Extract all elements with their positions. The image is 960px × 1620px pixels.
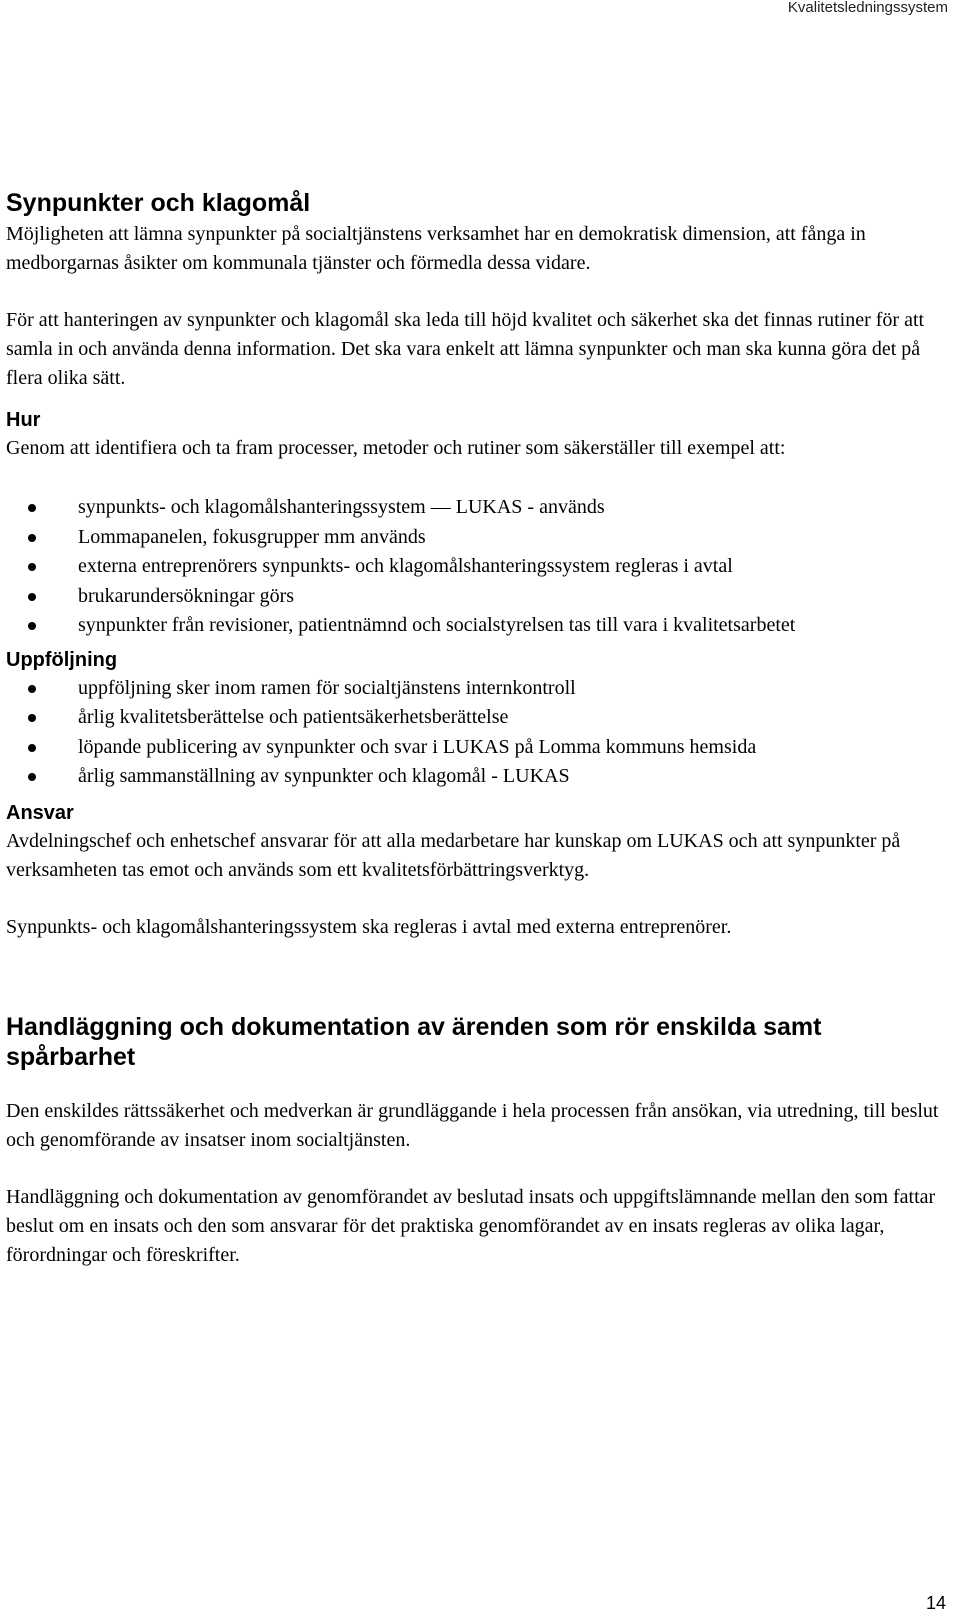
- running-header: Kvalitetsledningssystem: [787, 0, 948, 16]
- section-heading-synpunkter: Synpunkter och klagomål: [6, 189, 311, 217]
- paragraph: Möjligheten att lämna synpunkter på socialtjänstens verksamhet har en demokratisk dimension, att fånga in medborgarnas åsikter om kommunala tjänster och förmedla dessa vidare.: [6, 223, 866, 274]
- paragraph: Genom att identifiera och ta fram processer, metoder och rutiner som säkerställer till exempel att:: [6, 437, 786, 459]
- list-item: synpunkter från revisioner, patientnämnd och socialstyrelsen tas till vara i kvalitetsarbetet: [6, 611, 952, 641]
- document-body: [6, 188, 952, 1270]
- list-item: brukarundersökningar görs: [6, 582, 952, 612]
- list-item: externa entreprenörers synpunkts- och klagomålshanteringssystem regleras i avtal: [6, 552, 952, 582]
- paragraph: Handläggning och dokumentation av genomförandet av beslutad insats och uppgiftslämnande mellan den som fattar beslut om en insats och den som ansvarar för det praktiska genomförandet av en insats regleras av olika lagar, förordningar och föreskrifter.: [6, 1185, 936, 1266]
- section-heading-handlaggning: Handläggning och dokumentation av ärenden som rör enskilda samt spårbarhet: [6, 1012, 822, 1071]
- bullet-list-uppfoljning: [6, 674, 952, 792]
- paragraph: Synpunkts- och klagomålshanteringssystem ska regleras i avtal med externa entreprenörer.: [6, 915, 732, 938]
- page-number: 14: [925, 1593, 946, 1613]
- list-item: uppföljning sker inom ramen för socialtjänstens internkontroll: [6, 674, 952, 704]
- paragraph: För att hanteringen av synpunkter och klagomål ska leda till höjd kvalitet och säkerhet ska det finnas rutiner för att samla in och använda denna information. Det ska vara enkelt att lämna synpunkter och man ska kunna göra det på flera olika sätt.: [6, 309, 925, 389]
- bullet-list-hur: [6, 493, 952, 641]
- list-item: löpande publicering av synpunkter och svar i LUKAS på Lomma kommuns hemsida: [6, 733, 952, 763]
- list-item: årlig kvalitetsberättelse och patientsäkerhetsberättelse: [6, 703, 952, 733]
- list-item: Lommapanelen, fokusgrupper mm används: [6, 523, 952, 553]
- subheading-hur: Hur: [6, 409, 41, 431]
- subheading-uppfoljning: Uppföljning: [6, 648, 118, 671]
- list-item: årlig sammanställning av synpunkter och klagomål - LUKAS: [6, 762, 952, 792]
- paragraph: Den enskildes rättssäkerhet och medverkan är grundläggande i hela processen från ansökan, via utredning, till beslut och genomförande av insatser inom socialtjänsten.: [6, 1099, 939, 1151]
- paragraph: Avdelningschef och enhetschef ansvarar för att alla medarbetare har kunskap om LUKAS och att synpunkter på verksamheten tas emot och används som ett kvalitetsförbättringsverktyg.: [6, 829, 901, 881]
- list-item: synpunkts- och klagomålshanteringssystem — LUKAS - används: [6, 493, 952, 523]
- subheading-ansvar: Ansvar: [6, 801, 74, 824]
